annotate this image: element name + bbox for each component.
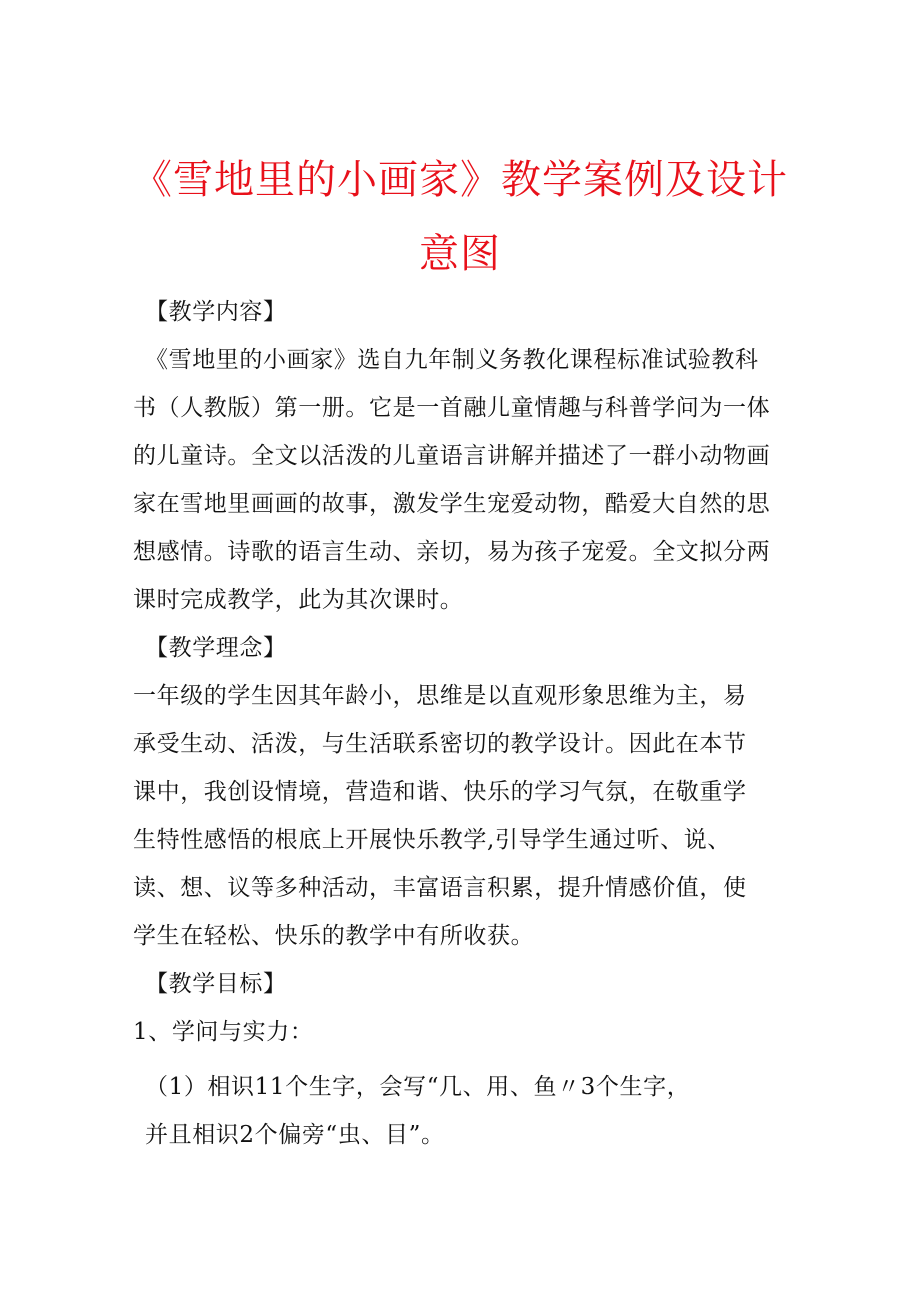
- section-heading-concept: 【教学理念】: [145, 635, 287, 661]
- section-heading-content: 【教学内容】: [145, 299, 287, 325]
- paragraph-line: 《雪地里的小画家》选自九年制义务教化课程标准试验教科: [145, 347, 759, 373]
- goal-item: 1、学问与实力：: [133, 1019, 314, 1045]
- paragraph-line: 书（人教版）第一册。它是一首融儿童情趣与科普学问为一体: [133, 395, 771, 421]
- section-heading-goals: 【教学目标】: [145, 971, 287, 997]
- paragraph-line: 生特性感悟的根底上开展快乐教学,引导学生通过听、说、: [133, 827, 731, 853]
- paragraph-line: 家在雪地里画画的故事，激发学生宠爱动物，酷爱大自然的思: [133, 491, 771, 517]
- paragraph-line: 课时完成教学，此为其次课时。: [133, 587, 464, 613]
- paragraph-line: 的儿童诗。全文以活泼的儿童语言讲解并描述了一群小动物画: [133, 443, 771, 469]
- goal-subitem-line: 并且相识2个偏旁“虫、目”。: [145, 1122, 445, 1148]
- document-title-line-1: 《雪地里的小画家》教学案例及设计: [132, 157, 788, 203]
- paragraph-line: 读、想、议等多种活动，丰富语言积累，提升情感价值，使: [133, 875, 747, 901]
- paragraph-line: 学生在轻松、快乐的教学中有所收获。: [133, 923, 535, 949]
- goal-subitem-line: （1）相识11个生字，会写“几、用、鱼〃3个生字，: [145, 1074, 691, 1100]
- paragraph-line: 想感情。诗歌的语言生动、亲切，易为孩子宠爱。全文拟分两: [133, 539, 771, 565]
- document-title-line-2: 意图: [419, 231, 501, 277]
- paragraph-line: 承受生动、活泼，与生活联系密切的教学设计。因此在本节: [133, 731, 747, 757]
- paragraph-line: 课中，我创设情境，营造和谐、快乐的学习气氛，在敬重学: [133, 779, 747, 805]
- paragraph-line: 一年级的学生因其年龄小，思维是以直观形象思维为主，易: [133, 683, 747, 709]
